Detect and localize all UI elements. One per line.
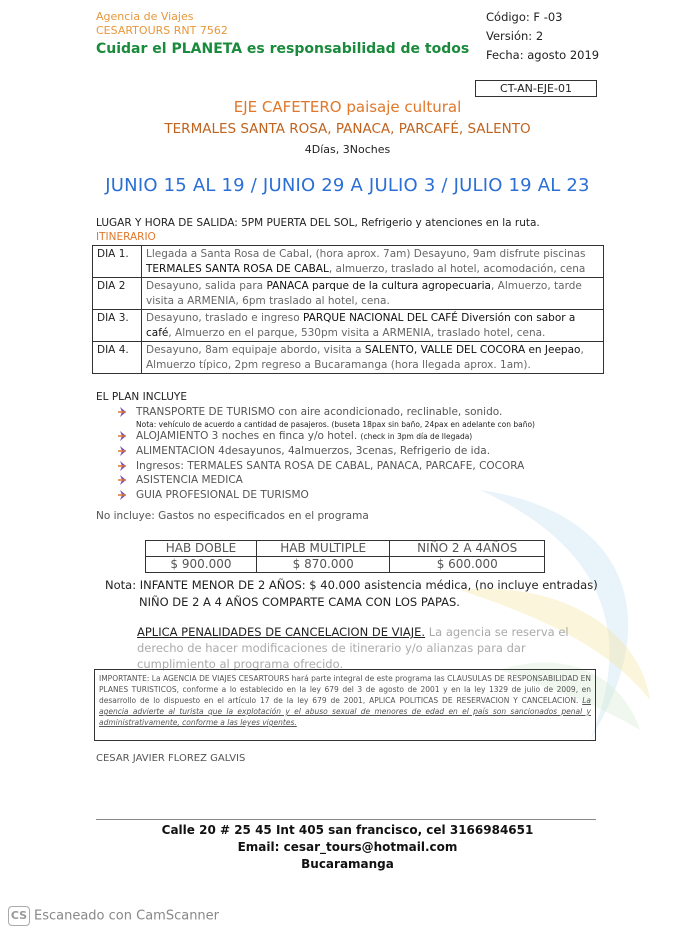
- list-item: TRANSPORTE DE TURISMO con aire acondicionado, reclinable, sonido.: [118, 405, 535, 420]
- price-value: $ 600.000: [390, 557, 545, 573]
- plan-includes-label: EL PLAN INCLUYE: [96, 391, 187, 403]
- day-label: DIA 4.: [93, 342, 142, 374]
- signer-name: CESAR JAVIER FLOREZ GALVIS: [96, 753, 246, 764]
- lodging-note: (check in 3pm día de llegada): [360, 431, 473, 441]
- itinerary-row: [93, 278, 604, 310]
- important-notice-box: IMPORTANTE: La AGENCIA DE VIAJES CESARTOURS hará parte integral de este programa las CLAUSULAS DE RESPONSABILIDAD EN PLANES TURISTICOS, conforme a lo establecido en la ley 679 del 3 de agosto de 2001 y en la ley 1329 de julio de 2009, en desarrollo de lo dispuesto en el artículo 17 de la ley 679 de 2001, APLICA POLITICAS DE RESERVACION Y CANCELACION. La agencia advierte al turista que la explotación y el abuso sexual de menores de edad en el país son sancionados penal y administrativamente, conforme a las leyes vigentes.: [94, 669, 596, 741]
- agency-rnt: CESARTOURS RNT 7562: [96, 24, 228, 37]
- tour-subtitle: TERMALES SANTA ROSA, PANACA, PARCAFÉ, SALENTO: [164, 121, 531, 137]
- itinerary-label: ITINERARIO: [96, 231, 156, 243]
- day-description: Desayuno, salida para PANACA parque de la cultura agropecuaria, Almuerzo, tarde visita a ARMENIA, 6pm traslado al hotel, cena.: [142, 278, 604, 310]
- day-description: Desayuno, 8am equipaje abordo, visita a SALENTO, VALLE DEL COCORA en Jeepao, Almuerzo típico, 2pm regreso a Bucaramanga (hora llegada aprox. 1am).: [142, 342, 604, 374]
- document-code-box: CT-AN-EJE-01: [475, 80, 597, 97]
- day-label: DIA 2: [93, 278, 142, 310]
- doc-code-field: Código: F -03: [486, 10, 563, 24]
- departure-info: LUGAR Y HORA DE SALIDA: 5PM PUERTA DEL SOL, Refrigerio y atenciones en la ruta.: [96, 217, 540, 229]
- footer-address: Calle 20 # 25 45 Int 405 san francisco, cel 3166984651: [161, 823, 534, 837]
- arrow-bullet-icon: [118, 490, 128, 500]
- list-item: GUIA PROFESIONAL DE TURISMO: [118, 488, 535, 503]
- day-highlight: TERMALES SANTA ROSA DE CABAL: [146, 262, 329, 275]
- child-note: NIÑO DE 2 A 4 AÑOS COMPARTE CAMA CON LOS PAPAS.: [139, 595, 460, 609]
- footer-divider: [96, 819, 596, 820]
- agency-header: [96, 10, 228, 38]
- infant-note: Nota: INFANTE MENOR DE 2 AÑOS: $ 40.000 asistencia médica, (no incluye entradas): [105, 578, 598, 592]
- day-label: DIA 1.: [93, 246, 142, 278]
- arrow-bullet-icon: [118, 446, 128, 456]
- price-header: HAB MULTIPLE: [256, 541, 390, 557]
- camscanner-watermark: [8, 906, 219, 926]
- tour-dates: JUNIO 15 AL 19 / JUNIO 29 A JULIO 3 / JULIO 19 AL 23: [105, 175, 590, 196]
- itinerary-row: [93, 310, 604, 342]
- doc-version-field: Versión: 2: [486, 29, 544, 43]
- transport-note: Nota: vehículo de acuerdo a cantidad de pasajeros. (buseta 18pax sin baño, 24pax en adelante con baño): [136, 419, 535, 429]
- arrow-bullet-icon: [118, 461, 128, 471]
- arrow-bullet-icon: [118, 407, 128, 417]
- price-table: [145, 540, 545, 573]
- day-highlight: SALENTO, VALLE DEL COCORA en Jeepao: [364, 344, 581, 356]
- price-header-row: [146, 541, 545, 557]
- footer-city: Bucaramanga: [301, 857, 394, 871]
- camscanner-logo-icon: CS: [8, 906, 30, 926]
- list-item: ALIMENTACION 4desayunos, 4almuerzos, 3cenas, Refrigerio de ida.: [118, 444, 535, 459]
- day-highlight: PANACA parque de la cultura agropecuaria: [266, 280, 491, 292]
- day-description: Llegada a Santa Rosa de Cabal, (hora aprox. 7am) Desayuno, 9am disfrute piscinas TERMALES SANTA ROSA DE CABAL, almuerzo, traslado al hotel, acomodación, cena: [142, 246, 604, 278]
- arrow-bullet-icon: [118, 431, 128, 441]
- price-value: $ 900.000: [146, 557, 257, 573]
- document-meta: [486, 8, 599, 65]
- day-highlight: PARQUE NACIONAL DEL CAFÉ Diversión con sabor a café: [146, 312, 576, 339]
- price-value: $ 870.000: [256, 557, 390, 573]
- itinerary-row: [93, 246, 604, 278]
- list-item: ALOJAMIENTO 3 noches en finca y/o hotel. (check in 3pm día de llegada): [118, 429, 535, 445]
- price-header: NIÑO 2 A 4AÑOS: [390, 541, 545, 557]
- slogan: Cuidar el PLANETA es responsabilidad de todos: [96, 41, 470, 57]
- itinerary-table: [92, 245, 604, 374]
- day-description: Desayuno, traslado e ingreso PARQUE NACIONAL DEL CAFÉ Diversión con sabor a café, Almuerzo en el parque, 530pm visita a ARMENIA, traslado hotel, cena.: [142, 310, 604, 342]
- itinerary-row: [93, 342, 604, 374]
- agency-name: Agencia de Viajes: [96, 10, 194, 23]
- doc-date-field: Fecha: agosto 2019: [486, 48, 600, 62]
- footer-email: Email: cesar_tours@hotmail.com: [237, 840, 458, 854]
- footer-contact: [0, 822, 695, 873]
- cancellation-policy: APLICA PENALIDADES DE CANCELACION DE VIAJE. La agencia se reserva el derecho de hacer modificaciones de itinerario y/o alianzas para dar cumplimiento al programa ofrecido.: [137, 625, 569, 671]
- camscanner-text: Escaneado con CamScanner: [34, 908, 220, 924]
- price-header: HAB DOBLE: [146, 541, 257, 557]
- plan-includes-list: [118, 405, 535, 502]
- arrow-bullet-icon: [118, 475, 128, 485]
- cancellation-lead: APLICA PENALIDADES DE CANCELACION DE VIAJE.: [137, 625, 426, 639]
- important-emphasis: La agencia advierte al turista que la explotación y el abuso sexual de menores de edad en el país son sancionados penal y administrativamente, conforme a las leyes vigentes.: [99, 696, 591, 727]
- not-included: No incluye: Gastos no especificados en el programa: [96, 510, 369, 522]
- day-label: DIA 3.: [93, 310, 142, 342]
- list-item: Ingresos: TERMALES SANTA ROSA DE CABAL, PANACA, PARCAFE, COCORA: [118, 459, 535, 474]
- tour-duration: 4Días, 3Noches: [304, 143, 391, 156]
- tour-title: EJE CAFETERO paisaje cultural: [233, 98, 462, 116]
- price-value-row: [146, 557, 545, 573]
- list-item: ASISTENCIA MEDICA: [118, 473, 535, 488]
